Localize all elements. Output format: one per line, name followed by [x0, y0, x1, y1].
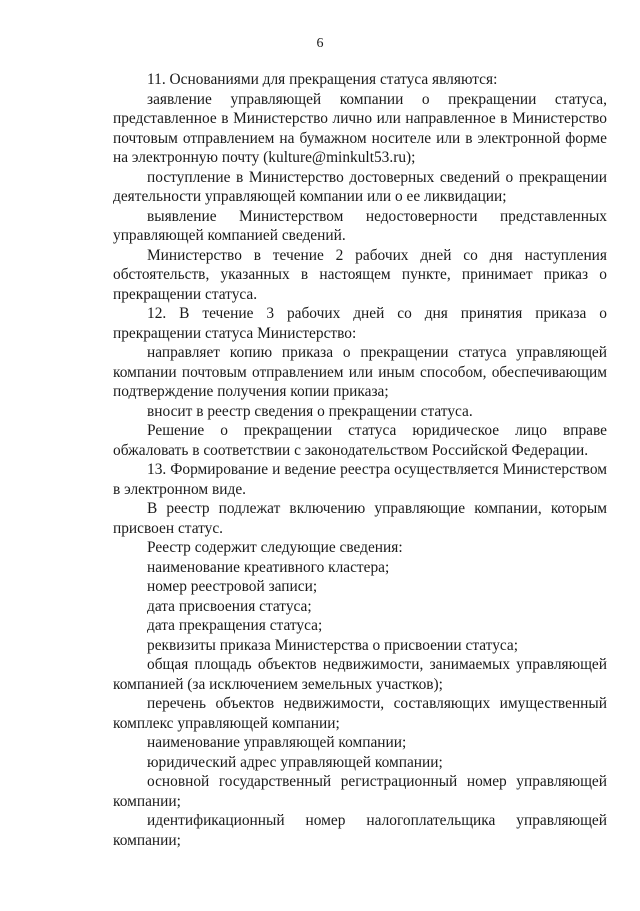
paragraph-appeal: Решение о прекращении статуса юридическое лицо вправе обжаловать в соответствии с законодательством Российской Федерации. [113, 422, 607, 459]
paragraph-application: заявление управляющей компании о прекращении статуса, представленное в Министерство лично или направленное в Министерство почтовым отправлением на бумажном носителе или в электронной форме на электронную почту (kulture@minkult53.ru); [113, 90, 607, 166]
paragraph-item-12-heading: 12. В течение 3 рабочих дней со дня принятия приказа о прекращении статуса Министерство: [113, 305, 607, 342]
paragraph-unreliability: выявление Министерством недостоверности представленных управляющей компанией сведений. [113, 207, 607, 244]
list-item: наименование управляющей компании; [147, 734, 407, 751]
paragraph-send-copy: направляет копию приказа о прекращении статуса управляющей компании почтовым отправлением или иным способом, обеспечивающим подтверждение получения копии приказа; [113, 344, 607, 400]
list-item: реквизиты приказа Министерства о присвоении статуса; [147, 636, 519, 654]
paragraph-item-13-heading: 13. Формирование и ведение реестра осуществляется Министерством в электронном виде. [113, 461, 607, 498]
paragraph-ministry-order: Министерство в течение 2 рабочих дней со дня наступления обстоятельств, указанных в настоящем пункте, принимает приказ о прекращении статуса. [113, 246, 607, 303]
paragraph-register-entry: вносит в реестр сведения о прекращении статуса. [147, 402, 473, 420]
document-body [113, 70, 607, 850]
paragraph-register-contents: Реестр содержит следующие сведения: [147, 539, 403, 556]
list-item: номер реестровой записи; [147, 578, 318, 595]
list-item: идентификационный номер налогоплательщика управляющей компании; [113, 812, 607, 849]
paragraph-register-inclusion: В реестр подлежат включению управляющие компании, которым присвоен статус. [113, 500, 607, 537]
list-item: юридический адрес управляющей компании; [147, 753, 443, 771]
list-item: общая площадь объектов недвижимости, занимаемых управляющей компанией (за исключением земельных участков); [113, 656, 607, 693]
paragraph-item-11-heading: 11. Основаниями для прекращения статуса являются: [147, 71, 498, 88]
page-number: 6 [316, 36, 324, 51]
paragraph-receipt-of-info: поступление в Министерство достоверных сведений о прекращении деятельности управляющей компании или о ее ликвидации; [113, 168, 607, 205]
list-item: перечень объектов недвижимости, составляющих имущественный комплекс управляющей компании; [113, 695, 607, 732]
list-item: дата прекращения статуса; [147, 617, 323, 634]
list-item: дата присвоения статуса; [147, 597, 312, 615]
list-item: основной государственный регистрационный номер управляющей компании; [113, 773, 607, 810]
list-item: наименование креативного кластера; [147, 558, 390, 576]
